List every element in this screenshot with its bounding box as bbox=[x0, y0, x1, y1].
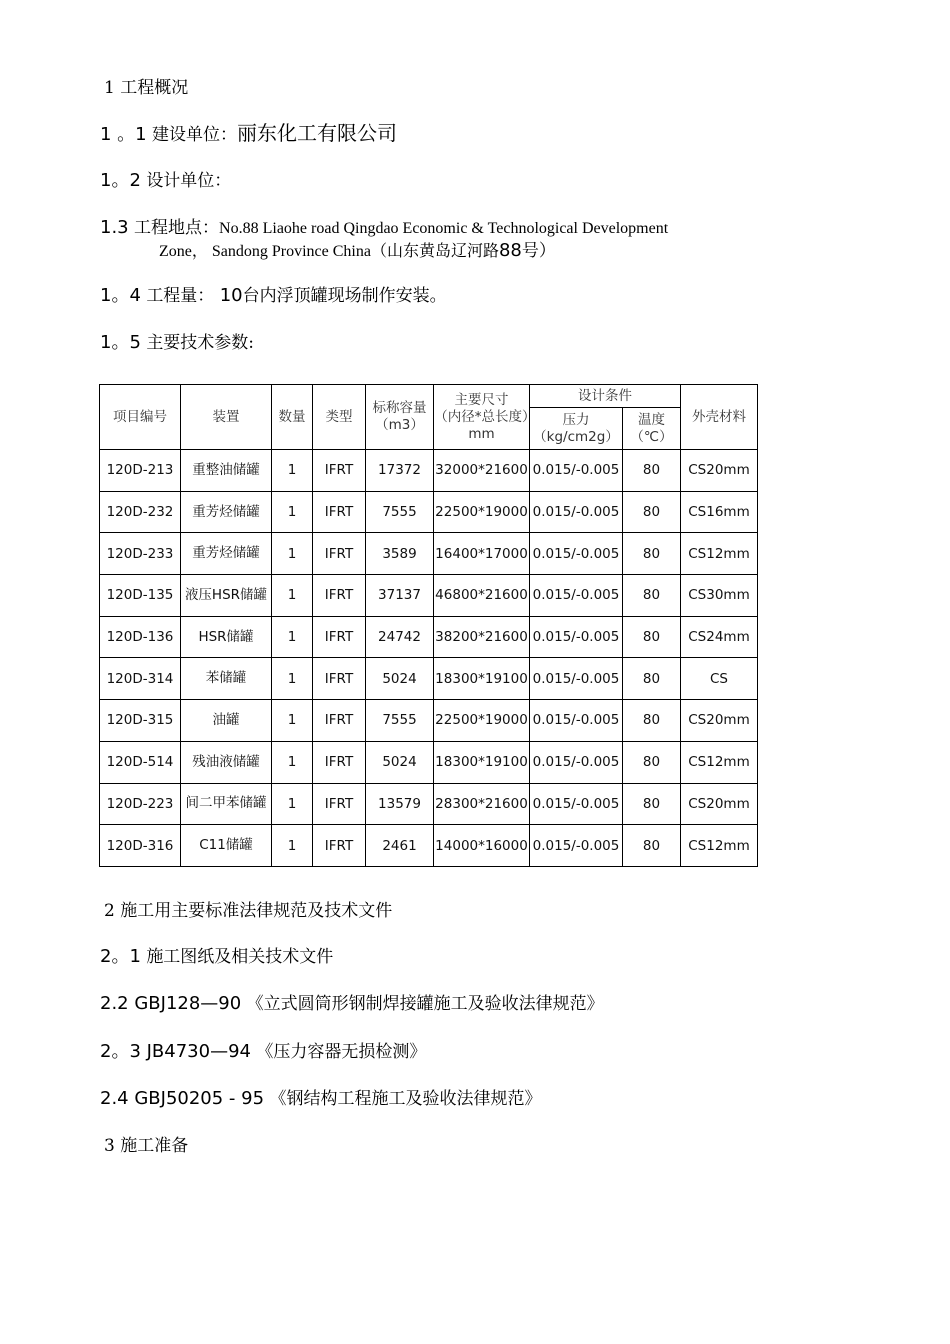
cell-type: IFRT bbox=[313, 700, 366, 742]
item-1-5-number: 1。5 bbox=[100, 332, 141, 353]
cell-type: IFRT bbox=[313, 741, 366, 783]
cell-material: CS16mm bbox=[681, 491, 758, 533]
cell-capacity: 17372 bbox=[366, 450, 434, 492]
cell-type: IFRT bbox=[313, 616, 366, 658]
cell-qty: 1 bbox=[272, 658, 313, 700]
cell-device: 重整油储罐 bbox=[181, 450, 272, 492]
item-1-3-number: 1.3 bbox=[100, 217, 129, 238]
section-3-heading: 3 施工准备 bbox=[104, 1136, 189, 1156]
section-2-heading: 2 施工用主要标准法律规范及技术文件 bbox=[104, 901, 393, 921]
cell-capacity: 2461 bbox=[366, 825, 434, 867]
cell-capacity: 37137 bbox=[366, 575, 434, 617]
cell-type: IFRT bbox=[313, 783, 366, 825]
cell-temp: 80 bbox=[623, 491, 681, 533]
cell-temp: 80 bbox=[623, 575, 681, 617]
address-line-2: Zone， Sandong Province China（山东黄岛辽河路 bbox=[159, 243, 499, 260]
cell-capacity: 5024 bbox=[366, 741, 434, 783]
cell-item-no: 120D-232 bbox=[100, 491, 181, 533]
cell-size: 28300*21600 bbox=[434, 783, 530, 825]
item-1-1 bbox=[100, 122, 397, 146]
header-item-no: 项目编号 bbox=[100, 385, 181, 450]
cell-device: 液压HSR储罐 bbox=[181, 575, 272, 617]
cell-type: IFRT bbox=[313, 491, 366, 533]
cell-material: CS12mm bbox=[681, 533, 758, 575]
header-type: 类型 bbox=[313, 385, 366, 450]
cell-pressure: 0.015/-0.005 bbox=[530, 616, 623, 658]
cell-pressure: 0.015/-0.005 bbox=[530, 783, 623, 825]
cell-pressure: 0.015/-0.005 bbox=[530, 741, 623, 783]
header-size-title: 主要尺寸 bbox=[454, 391, 509, 408]
item-2-4-text: 《钢结构工程施工及验收法律规范》 bbox=[269, 1089, 542, 1109]
table-header-row bbox=[100, 385, 758, 408]
cell-material: CS20mm bbox=[681, 450, 758, 492]
table-row bbox=[100, 450, 758, 492]
cell-qty: 1 bbox=[272, 700, 313, 742]
cell-temp: 80 bbox=[623, 533, 681, 575]
item-1-2 bbox=[100, 170, 231, 192]
cell-size: 22500*19000 bbox=[434, 700, 530, 742]
table-row bbox=[100, 825, 758, 867]
cell-pressure: 0.015/-0.005 bbox=[530, 450, 623, 492]
item-2-4 bbox=[100, 1088, 541, 1110]
cell-material: CS20mm bbox=[681, 783, 758, 825]
item-2-4-number: 2.4 GBJ50205 - 95 bbox=[100, 1088, 265, 1109]
cell-pressure: 0.015/-0.005 bbox=[530, 658, 623, 700]
cell-material: CS20mm bbox=[681, 700, 758, 742]
cell-type: IFRT bbox=[313, 825, 366, 867]
header-material: 外壳材料 bbox=[681, 385, 758, 450]
cell-capacity: 3589 bbox=[366, 533, 434, 575]
cell-item-no: 120D-514 bbox=[100, 741, 181, 783]
cell-item-no: 120D-233 bbox=[100, 533, 181, 575]
cell-temp: 80 bbox=[623, 450, 681, 492]
cell-type: IFRT bbox=[313, 658, 366, 700]
header-size-sub: （内径*总长度）mm bbox=[434, 408, 529, 442]
cell-temp: 80 bbox=[623, 741, 681, 783]
item-2-3-text: 《压力容器无损检测》 bbox=[256, 1042, 427, 1062]
cell-capacity: 24742 bbox=[366, 616, 434, 658]
cell-qty: 1 bbox=[272, 450, 313, 492]
cell-item-no: 120D-223 bbox=[100, 783, 181, 825]
table-row bbox=[100, 700, 758, 742]
table-row bbox=[100, 741, 758, 783]
item-2-2-text: 《立式圆筒形钢制焊接罐施工及验收法律规范》 bbox=[246, 994, 604, 1014]
item-1-5-label: 主要技术参数: bbox=[146, 333, 255, 353]
cell-item-no: 120D-136 bbox=[100, 616, 181, 658]
item-2-1-text: 施工图纸及相关技术文件 bbox=[146, 947, 334, 967]
header-temp: 温度（℃） bbox=[623, 408, 681, 450]
cell-temp: 80 bbox=[623, 825, 681, 867]
cell-qty: 1 bbox=[272, 491, 313, 533]
cell-size: 18300*19100 bbox=[434, 741, 530, 783]
item-2-2 bbox=[100, 993, 604, 1015]
header-capacity: 标称容量（m3） bbox=[366, 385, 434, 450]
cell-pressure: 0.015/-0.005 bbox=[530, 575, 623, 617]
cell-device: C11储罐 bbox=[181, 825, 272, 867]
address-number: 88 bbox=[498, 240, 522, 261]
quantity-desc: 台内浮顶罐现场制作安装。 bbox=[242, 286, 447, 306]
cell-type: IFRT bbox=[313, 450, 366, 492]
header-pressure: 压力（kg/cm2g） bbox=[530, 408, 623, 450]
cell-size: 16400*17000 bbox=[434, 533, 530, 575]
cell-item-no: 120D-315 bbox=[100, 700, 181, 742]
item-1-2-label: 设计单位： bbox=[146, 171, 232, 191]
table-row bbox=[100, 783, 758, 825]
header-size bbox=[434, 385, 530, 450]
table-row bbox=[100, 575, 758, 617]
cell-capacity: 13579 bbox=[366, 783, 434, 825]
item-1-3 bbox=[100, 217, 668, 240]
cell-material: CS bbox=[681, 658, 758, 700]
cell-size: 22500*19000 bbox=[434, 491, 530, 533]
table-row bbox=[100, 658, 758, 700]
cell-device: 油罐 bbox=[181, 700, 272, 742]
cell-pressure: 0.015/-0.005 bbox=[530, 491, 623, 533]
header-device: 装置 bbox=[181, 385, 272, 450]
item-1-4 bbox=[100, 285, 447, 307]
item-1-3-line2 bbox=[159, 240, 556, 263]
header-design-conditions: 设计条件 bbox=[530, 385, 681, 408]
cell-material: CS12mm bbox=[681, 825, 758, 867]
cell-material: CS30mm bbox=[681, 575, 758, 617]
item-1-5 bbox=[100, 332, 254, 354]
cell-pressure: 0.015/-0.005 bbox=[530, 533, 623, 575]
item-1-1-label: 建设单位： bbox=[152, 125, 238, 145]
address-end: 号） bbox=[521, 241, 556, 261]
cell-pressure: 0.015/-0.005 bbox=[530, 825, 623, 867]
item-2-1-number: 2。1 bbox=[100, 946, 141, 967]
item-2-2-number: 2.2 GBJ128—90 bbox=[100, 993, 242, 1014]
cell-material: CS24mm bbox=[681, 616, 758, 658]
cell-item-no: 120D-135 bbox=[100, 575, 181, 617]
cell-capacity: 5024 bbox=[366, 658, 434, 700]
item-2-1 bbox=[100, 946, 333, 968]
cell-item-no: 120D-316 bbox=[100, 825, 181, 867]
cell-qty: 1 bbox=[272, 616, 313, 658]
cell-type: IFRT bbox=[313, 533, 366, 575]
cell-size: 38200*21600 bbox=[434, 616, 530, 658]
item-1-2-number: 1。2 bbox=[100, 170, 141, 191]
cell-temp: 80 bbox=[623, 658, 681, 700]
cell-capacity: 7555 bbox=[366, 491, 434, 533]
cell-size: 14000*16000 bbox=[434, 825, 530, 867]
item-2-3 bbox=[100, 1041, 426, 1063]
cell-item-no: 120D-213 bbox=[100, 450, 181, 492]
cell-size: 46800*21600 bbox=[434, 575, 530, 617]
cell-size: 18300*19100 bbox=[434, 658, 530, 700]
cell-item-no: 120D-314 bbox=[100, 658, 181, 700]
item-1-3-label: 工程地点： bbox=[134, 218, 220, 238]
cell-device: 苯储罐 bbox=[181, 658, 272, 700]
table-row bbox=[100, 533, 758, 575]
section-1-heading: 1 工程概况 bbox=[104, 78, 189, 98]
cell-device: 重芳烃储罐 bbox=[181, 491, 272, 533]
cell-pressure: 0.015/-0.005 bbox=[530, 700, 623, 742]
item-1-4-number: 1。4 bbox=[100, 285, 141, 306]
table-row bbox=[100, 491, 758, 533]
item-1-1-number: 1 。1 bbox=[100, 124, 147, 145]
cell-qty: 1 bbox=[272, 741, 313, 783]
cell-qty: 1 bbox=[272, 783, 313, 825]
construction-unit-value: 丽东化工有限公司 bbox=[237, 121, 398, 145]
cell-capacity: 7555 bbox=[366, 700, 434, 742]
cell-device: 重芳烃储罐 bbox=[181, 533, 272, 575]
cell-device: HSR储罐 bbox=[181, 616, 272, 658]
cell-material: CS12mm bbox=[681, 741, 758, 783]
quantity-value: 10 bbox=[219, 285, 243, 306]
cell-temp: 80 bbox=[623, 783, 681, 825]
tank-spec-table bbox=[99, 384, 758, 867]
item-2-3-number: 2。3 JB4730—94 bbox=[100, 1041, 251, 1062]
cell-size: 32000*21600 bbox=[434, 450, 530, 492]
table-row bbox=[100, 616, 758, 658]
cell-temp: 80 bbox=[623, 700, 681, 742]
cell-qty: 1 bbox=[272, 825, 313, 867]
cell-device: 间二甲苯储罐 bbox=[181, 783, 272, 825]
item-1-4-label: 工程量： bbox=[146, 286, 215, 306]
cell-qty: 1 bbox=[272, 533, 313, 575]
cell-device: 残油液储罐 bbox=[181, 741, 272, 783]
cell-temp: 80 bbox=[623, 616, 681, 658]
cell-type: IFRT bbox=[313, 575, 366, 617]
header-qty: 数量 bbox=[272, 385, 313, 450]
address-line-1: No.88 Liaohe road Qingdao Economic & Technological Development bbox=[219, 220, 669, 237]
cell-qty: 1 bbox=[272, 575, 313, 617]
